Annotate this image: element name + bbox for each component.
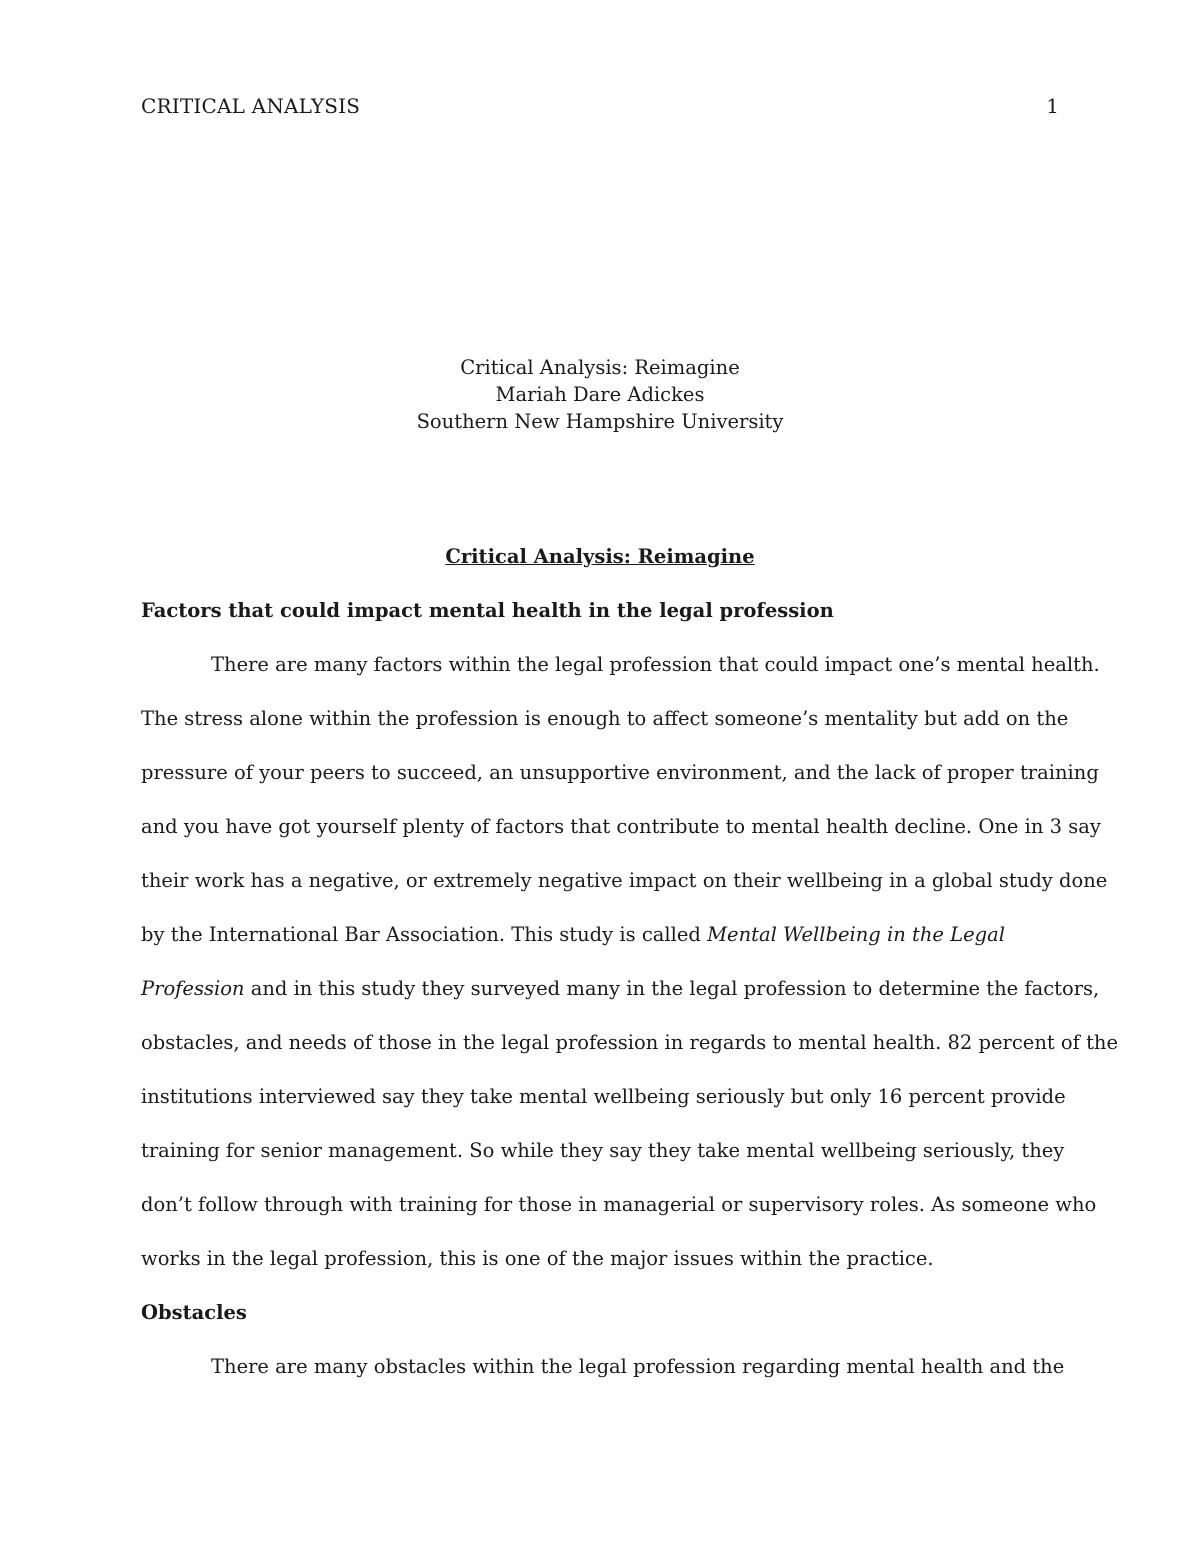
paragraph-line: training for senior management. So while they say they take mental wellbeing seriously, they [141,1139,1065,1162]
body-title: Critical Analysis: Reimagine [445,545,755,568]
paragraph-line: institutions interviewed say they take mental wellbeing seriously but only 16 percent provide [141,1085,1066,1108]
title-block [0,354,1200,435]
study-title-italic: Mental Wellbeing in the Legal [707,923,1005,946]
document-body [141,542,1119,1406]
paragraph-line: obstacles, and needs of those in the legal profession in regards to mental health. 82 percent of the [141,1031,1119,1054]
paragraph-line: The stress alone within the profession is enough to affect someone’s mentality but add on the [141,707,1069,730]
paragraph-line: and you have got yourself plenty of factors that contribute to mental health decline. One in 3 say [141,815,1101,838]
paragraph-line [141,974,1100,1028]
paragraph-line [141,920,1059,974]
paragraph-line: don’t follow through with training for those in managerial or supervisory roles. As someone who [141,1193,1097,1216]
section-heading-obstacles: Obstacles [141,1301,247,1324]
section-heading-factors: Factors that could impact mental health in the legal profession [141,599,834,622]
paragraph-line: works in the legal profession, this is one of the major issues within the practice. [141,1247,934,1270]
paper-title: Critical Analysis: Reimagine [460,356,740,379]
author-name: Mariah Dare Adickes [495,383,705,406]
institution-name: Southern New Hampshire University [416,410,784,433]
text-run: by the International Bar Association. This study is called [141,923,708,946]
paragraph-line: their work has a negative, or extremely negative impact on their wellbeing in a global study done [141,869,1108,892]
paragraph-line: pressure of your peers to succeed, an unsupportive environment, and the lack of proper training [141,761,1099,784]
paragraph-line: There are many obstacles within the legal profession regarding mental health and the [211,1355,1065,1378]
running-head: CRITICAL ANALYSIS [141,94,361,118]
study-title-italic: Profession [141,977,245,1000]
paragraph-line: There are many factors within the legal profession that could impact one’s mental health. [211,653,1100,676]
text-run: and in this study they surveyed many in the legal profession to determine the factors, [244,977,1100,1000]
page-number: 1 [1046,94,1059,118]
